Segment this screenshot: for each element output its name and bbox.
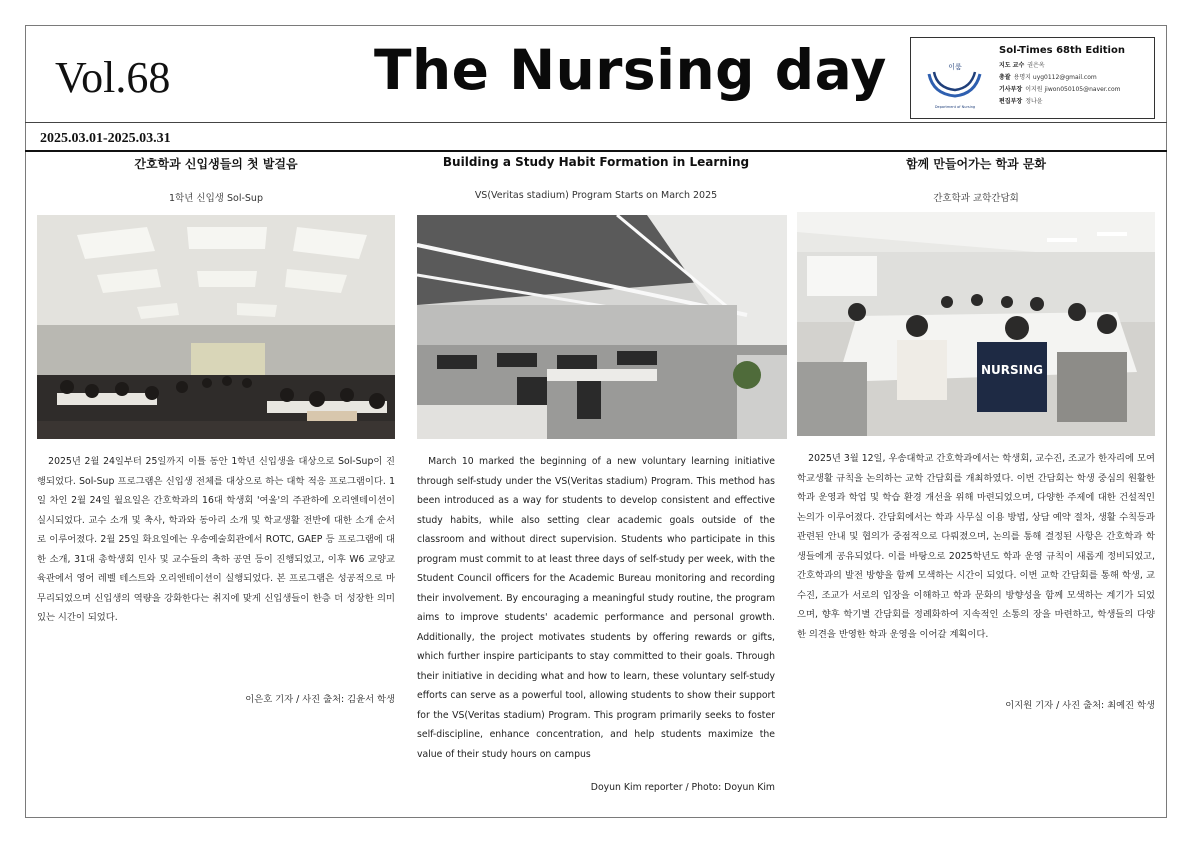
photo-study-hall (417, 215, 787, 439)
masthead-box (910, 37, 1155, 119)
header-rule (25, 122, 1167, 123)
article-subtitle: 간호학과 교학간담회 (933, 193, 1019, 204)
article-headline: Building a Study Habit Formation in Learning (442, 155, 750, 169)
department-logo (925, 52, 985, 112)
article-credit: 이은호 기자 / 사진 출처: 김윤서 학생 (245, 694, 395, 705)
article-headline: 간호학과 신입생들의 첫 발걸음 (134, 157, 298, 171)
staff-row: 편집부장 정나윤 (999, 98, 1043, 105)
logo-text: 이룸 (948, 63, 962, 71)
article-headline: 함께 만들어가는 학과 문화 (905, 157, 1047, 171)
photo-auditorium-orientation (37, 215, 395, 439)
article-study-habit (417, 152, 775, 812)
article-body: March 10 marked the beginning of a new voluntary learning initiative through self-study under the VS(Veritas stadium) Program. This method has been introduced as a way for students to develop consistent and effective study habits, while also setting clear academic goals outside of the classroom and without direct supervision. Students who participate in this program must commit to at least three days of self-study per week, with the Student Council officers for the Academic Bureau monitoring and recording their involvement. By encouraging a meaningful study routine, the program aims to improve students' academic performance and personal growth. Additionally, the project motivates students by offering rewards or gifts, which further inspire participants to stay committed to their goals. Through their initiative in deciding what and how to learn, these voluntary self-study efforts can serve as a powerful tool, allowing students to show their support for the VS(Veritas stadium) Program. This program primarily seeks to foster self-discipline, enhance concentration, and help students maximize the value of their study hours on campus (417, 456, 775, 760)
article-credit: 이지원 기자 / 사진 출처: 최예진 학생 (1005, 700, 1155, 711)
staff-row: 지도 교수 권은옥 (999, 62, 1045, 69)
article-freshman (37, 152, 395, 812)
issue-date-range: 2025.03.01-2025.03.31 (40, 131, 171, 146)
article-subtitle: VS(Veritas stadium) Program Starts on March 2025 (474, 190, 718, 201)
volume-number: Vol.68 (55, 53, 171, 102)
photo-faculty-meeting (797, 212, 1155, 436)
sweater-text: NURSING (980, 363, 1044, 377)
article-body: 2025년 3월 12일, 우송대학교 간호학과에서는 학생회, 교수진, 조교가 한자리에 모여 학교생활 규칙을 논의하는 교학 간담회를 개최하였다. 이번 간담회는 학생 중심의 원활한 학과 운영과 학업 및 학습 환경 개선을 위해 마련되었으며, 다양한 주제에 대한 건설적인 논의가 이루어졌다. 간담회에서는 학과 사무실 이용 방법, 상담 예약 절차, 생활 수칙등과 관련된 안내 및 협의가 중점적으로 다뤄졌으며, 논의를 통해 결정된 사항은 간호학과 학생들에게 공유되었다. 이를 바탕으로 2025학년도 학과 운영 규칙이 새롭게 정비되었고, 간호학과의 발전 방향을 함께 모색하는 시간이 되었다. 이번 교학 간담회를 통해 학생, 교수진, 조교가 서로의 입장을 이해하고 학과 문화의 방향성을 함께 모색하는 계기가 되었으며, 향후 학기별 간담회를 정례화하여 지속적인 소통의 장을 마련하고, 학생들의 다양한 의견을 반영한 학과 운영을 이어갈 계획이다. (797, 453, 1155, 640)
staff-row: 총괄 용명지 uyg0112@gmail.com (999, 74, 1097, 81)
staff-row: 기사부장 이지원 jiwon050105@naver.com (999, 86, 1121, 93)
article-credit: Doyun Kim reporter / Photo: Doyun Kim (590, 782, 775, 793)
article-body: 2025년 2월 24일부터 25일까지 이틀 동안 1학년 신입생을 대상으로 Sol-Sup이 진행되었다. Sol-Sup 프로그램은 신입생 전체를 대상으로 하는 대학 적응 프로그램이다. 1일 차인 2월 24일 월요일은 간호학과의 16대 학생회 '여울'의 주관하에 오리엔테이션이 실시되었다. 교수 소개 및 축사, 학과와 동아리 소개 및 학교생활 전반에 대한 소개 순서로 이루어졌다. 2월 25일 화요일에는 우송예술회관에서 ROTC, GAEP 등 프로그램에 대한 소개, 31대 총학생회 인사 및 교수들의 축하 공연 등이 진행되었고, 이후 W6 교양교육관에서 영어 레벨 테스트와 오리엔테이션이 실행되었다. 본 프로그램은 성공적으로 마무리되었으며 신입생의 역량을 강화한다는 취지에 맞게 신입생들이 한층 더 성장한 의미 있는 시간이 되었다. (37, 456, 395, 623)
newsletter-title: The Nursing day (374, 38, 887, 102)
article-dept-culture (797, 152, 1155, 812)
article-subtitle: 1학년 신입생 Sol-Sup (169, 193, 263, 204)
edition-label: Sol-Times 68th Edition (999, 45, 1125, 56)
logo-caption: Department of Nursing (934, 105, 976, 109)
